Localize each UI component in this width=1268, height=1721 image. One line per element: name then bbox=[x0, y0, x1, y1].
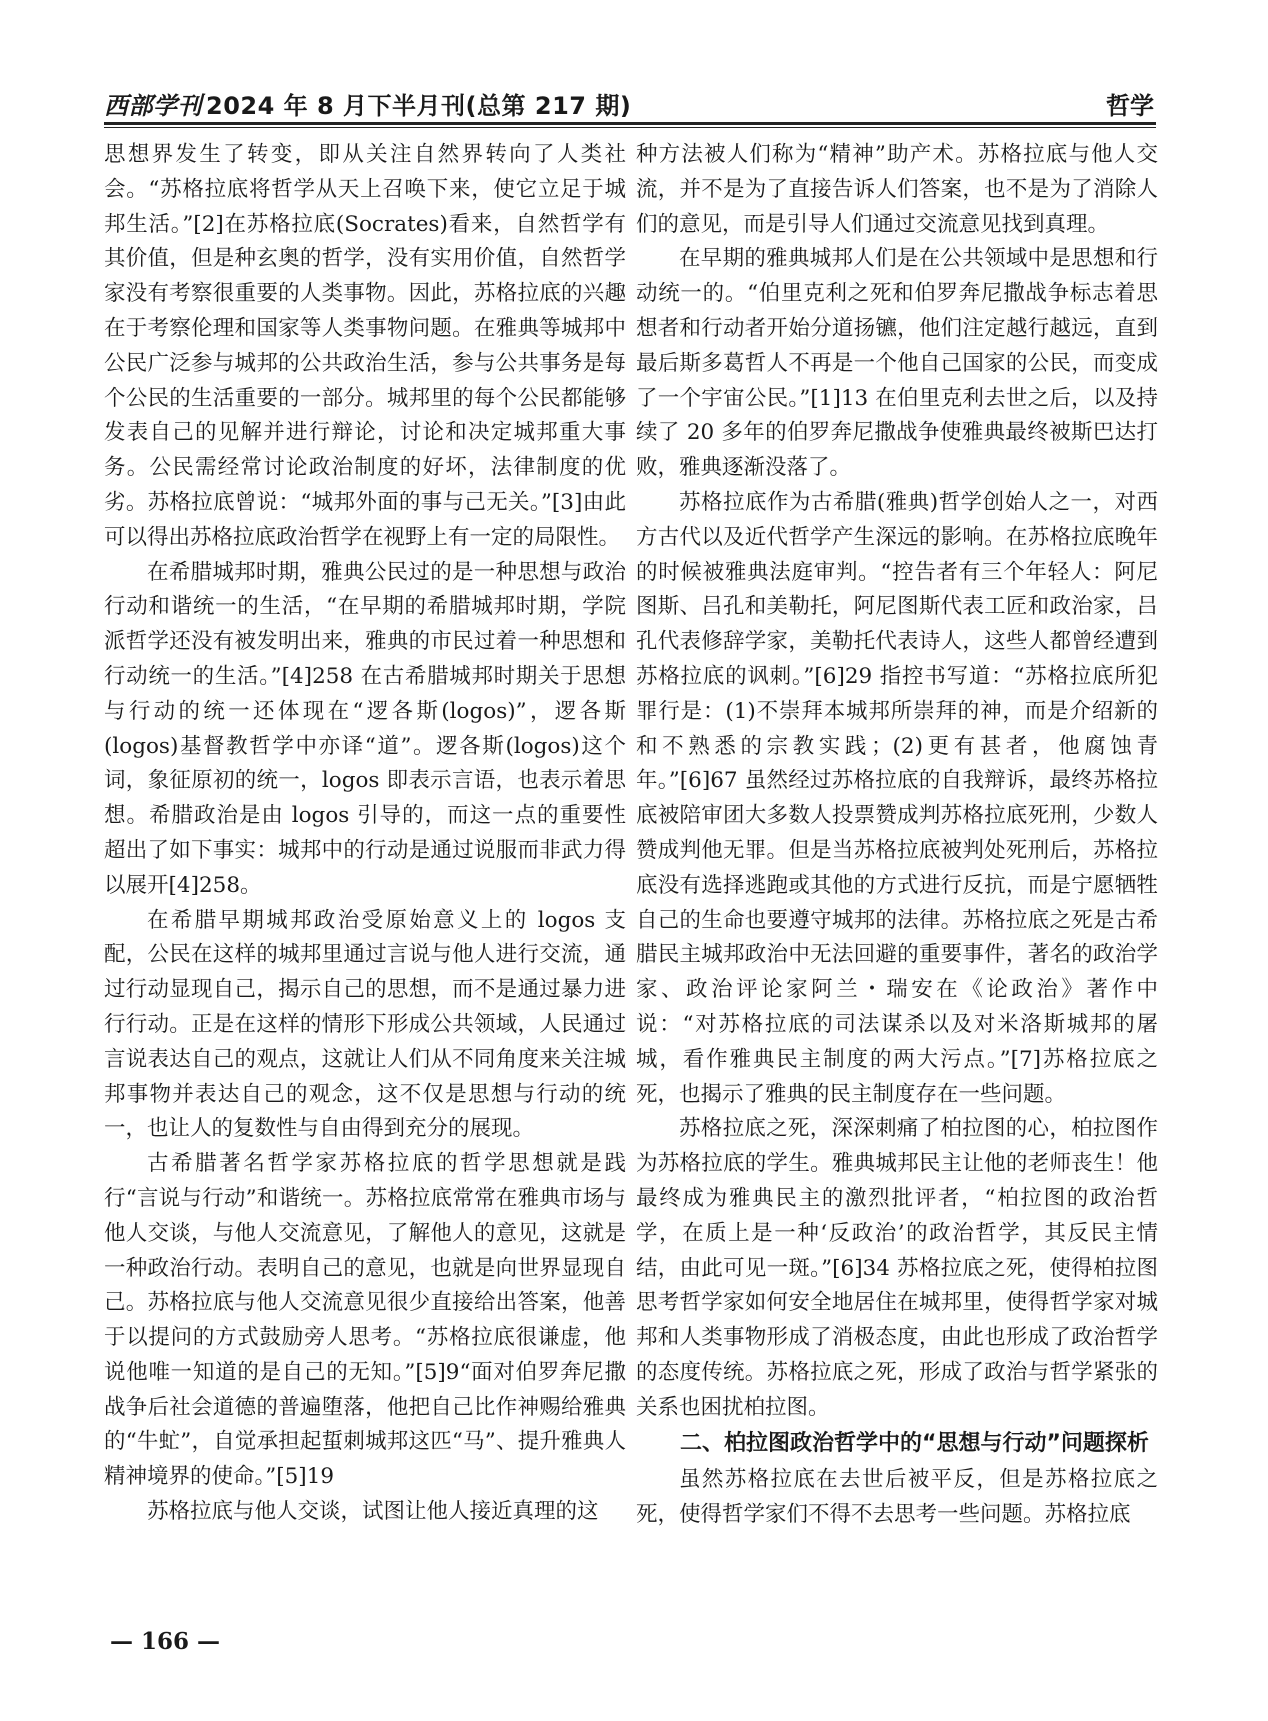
issue-info: 2024 年 8 月下半月刊(总第 217 期) bbox=[206, 92, 632, 120]
paragraph: 在希腊城邦时期，雅典公民过的是一种思想与政治行动和谐统一的生活，“在早期的希腊城邦时期，学院派哲学还没有被发明出来，雅典的市民过着一种思想和行动统一的生活。”[4]258 在古希腊城邦时期关于思想与行动的统一还体现在“逻各斯(logos)”，逻各斯(logos)基督教哲学中亦译“道”。逻各斯(logos)这个词，象征原初的统一，logos 即表示言语，也表示着思想。希腊政治是由 logos 引导的，而这一点的重要性超出了如下事实：城邦中的行动是通过说服而非武力得以展开[4]258。 bbox=[104, 559, 626, 898]
right-column bbox=[636, 138, 1158, 1533]
masthead bbox=[104, 86, 631, 121]
paragraph: 虽然苏格拉底在去世后被平反，但是苏格拉底之死，使得哲学家们不得不去思考一些问题。苏格拉底 bbox=[636, 1467, 1158, 1528]
header-rule bbox=[104, 122, 1156, 125]
journal-logo: 西部学刊 bbox=[104, 91, 202, 120]
left-column bbox=[104, 138, 626, 1530]
paragraph: 苏格拉底之死，深深刺痛了柏拉图的心，柏拉图作为苏格拉底的学生。雅典城邦民主让他的老师丧生！他最终成为雅典民主的激烈批评者，“柏拉图的政治哲学，在质上是一种‘反政治’的政治哲学，其反民主情结，由此可见一斑。”[6]34 苏格拉底之死，使得柏拉图思考哲学家如何安全地居住在城邦里，使得哲学家对城邦和人类事物形成了消极态度，由此也形成了政治哲学的态度传统。苏格拉底之死，形成了政治与哲学紧张的关系也困扰柏拉图。 bbox=[636, 1116, 1158, 1420]
running-header bbox=[104, 86, 1154, 120]
page-number: — 166 — bbox=[110, 1628, 221, 1655]
paragraph: 苏格拉底与他人交谈，试图让他人接近真理的这 bbox=[147, 1499, 599, 1525]
paragraph: 在希腊早期城邦政治受原始意义上的 logos 支配，公民在这样的城邦里通过言说与他人进行交流，通过行动显现自己，揭示自己的思想，而不是通过暴力进行行动。正是在这样的情形下形成公共领域，人民通过言说表达自己的观点，这就让人们从不同角度来关注城邦事物并表达自己的观念，这不仅是思想与行动的统一，也让人的复数性与自由得到充分的展现。 bbox=[104, 907, 626, 1142]
paragraph: 在早期的雅典城邦人们是在公共领域中是思想和行动统一的。“伯里克利之死和伯罗奔尼撒战争标志着思想者和行动者开始分道扬镳，他们注定越行越远，直到最后斯多葛哲人不再是一个他自己国家的公民，而变成了一个宇宙公民。”[1]13 在伯里克利去世之后，以及持续了 20 多年的伯罗奔尼撒战争使雅典最终被斯巴达打败，雅典逐渐没落了。 bbox=[636, 246, 1158, 481]
paragraph: 思想界发生了转变，即从关注自然界转向了人类社会。“苏格拉底将哲学从天上召唤下来，使它立足于城邦生活。”[2]在苏格拉底(Socrates)看来，自然哲学有其价值，但是种玄奥的哲学，没有实用价值，自然哲学家没有考察很重要的人类事物。因此，苏格拉底的兴趣在于考察伦理和国家等人类事物问题。在雅典等城邦中公民广泛参与城邦的公共政治生活，参与公共事务是每个公民的生活重要的一部分。城邦里的每个公民都能够发表自己的见解并进行辩论，讨论和决定城邦重大事务。公民需经常讨论政治制度的好坏，法律制度的优劣。苏格拉底曾说：“城邦外面的事与己无关。”[3]由此可以得出苏格拉底政治哲学在视野上有一定的局限性。 bbox=[104, 142, 626, 550]
section-label: 哲学 bbox=[1106, 92, 1154, 120]
paragraph: 古希腊著名哲学家苏格拉底的哲学思想就是践行“言说与行动”和谐统一。苏格拉底常常在雅典市场与他人交谈，与他人交流意见，了解他人的意见，这就是一种政治行动。表明自己的意见，也就是向世界显现自己。苏格拉底与他人交流意见很少直接给出答案，他善于以提问的方式鼓励旁人思考。“苏格拉底很谦虚，他说他唯一知道的是自己的无知。”[5]9“面对伯罗奔尼撒战争后社会道德的普遍堕落，他把自己比作神赐给雅典的“牛虻”，自觉承担起蜇刺城邦这匹“马”、提升雅典人精神境界的使命。”[5]19 bbox=[104, 1151, 626, 1490]
paragraph: 种方法被人们称为“精神”助产术。苏格拉底与他人交流，并不是为了直接告诉人们答案，也不是为了消除人们的意见，而是引导人们通过交流意见找到真理。 bbox=[636, 142, 1158, 237]
paragraph: 苏格拉底作为古希腊(雅典)哲学创始人之一，对西方古代以及近代哲学产生深远的影响。在苏格拉底晚年的时候被雅典法庭审判。“控告者有三个年轻人：阿尼图斯、吕孔和美勒托，阿尼图斯代表工匠和政治家，吕孔代表修辞学家，美勒托代表诗人，这些人都曾经遭到苏格拉底的讽刺。”[6]29 指控书写道：“苏格拉底所犯罪行是：(1)不崇拜本城邦所崇拜的神，而是介绍新的和不熟悉的宗教实践；(2)更有甚者，他腐蚀青年。”[6]67 虽然经过苏格拉底的自我辩诉，最终苏格拉底被陪审团大多数人投票赞成判苏格拉底死刑，少数人赞成判他无罪。但是当苏格拉底被判处死刑后，苏格拉底没有选择逃跑或其他的方式进行反抗，而是宁愿牺牲自己的生命也要遵守城邦的法律。苏格拉底之死是古希腊民主城邦政治中无法回避的重要事件，著名的政治学家、政治评论家阿兰・瑞安在《论政治》著作中说：“对苏格拉底的司法谋杀以及对米洛斯城邦的屠城，看作雅典民主制度的两大污点。”[7]苏格拉底之死，也揭示了雅典的民主制度存在一些问题。 bbox=[636, 489, 1159, 1107]
header-rule-thin bbox=[104, 127, 1156, 128]
section-heading: 二、柏拉图政治哲学中的“思想与行动”问题探析 bbox=[680, 1431, 1149, 1457]
